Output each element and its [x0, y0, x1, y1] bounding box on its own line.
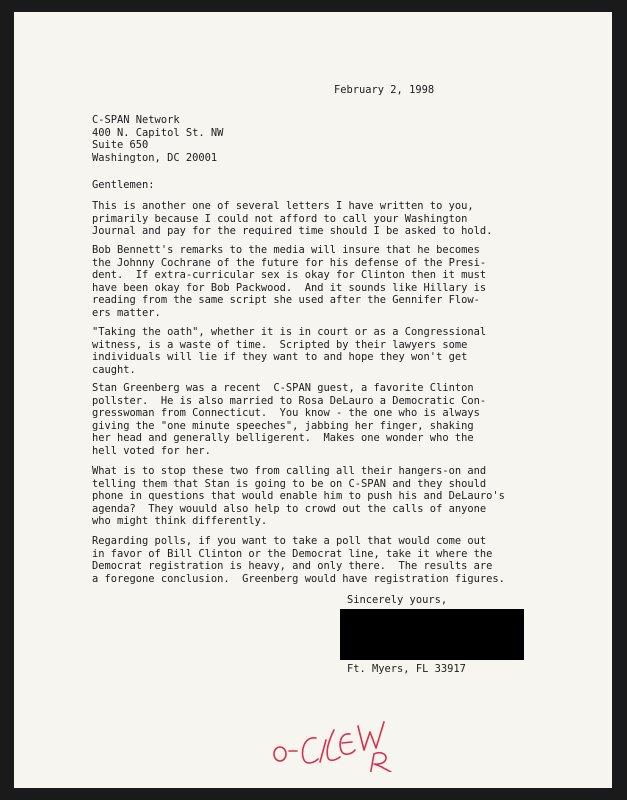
address-line: 400 N. Capitol St. NW	[92, 126, 224, 139]
address-line: Suite 650	[92, 139, 149, 152]
paragraph: Regarding polls, if you want to take a poll that would come out in favor of Bill Clinton or the Democrat line, take it where the Democrat registration is heavy, and only there. The results are a foregone conclusion. Greenberg would have registration figures.	[92, 535, 505, 585]
recipient-address	[92, 114, 223, 164]
closing: Sincerely yours,	[347, 594, 448, 606]
salutation: Gentlemen:	[92, 179, 155, 191]
address-line: Washington, DC 20001	[92, 151, 218, 164]
paragraph: "Taking the oath", whether it is in court or as a Congressional witness, is a waste of time. Scripted by their lawyers some individuals will lie if they want to and hope they won't get caught.	[92, 326, 487, 376]
redacted-signature	[340, 609, 524, 660]
sender-location: Ft. Myers, FL 33917	[347, 663, 466, 675]
letter-page	[14, 12, 612, 788]
paragraph: Stan Greenberg was a recent C-SPAN guest, a favorite Clinton pollster. He is also married to Rosa DeLauro a Democratic Con- gresswoman from Connecticut. You know - the one who is always giving the "one minute speeches", jabbing her finger, shaking her head and generally belligerent. Makes one wonder who the hell voted for her.	[92, 382, 487, 457]
address-line: C-SPAN Network	[92, 114, 180, 126]
handwritten-note	[254, 702, 434, 772]
paragraph: This is another one of several letters I have written to you, primarily because I could not afford to call your Washington Journal and pay for the required time should I be asked to hold.	[92, 200, 493, 238]
paragraph: Bob Bennett's remarks to the media will insure that he becomes the Johnny Cochrane of the future for his defense of the Presi- dent. If extra-curricular sex is okay for Clinton then it must have been okay for Bob Packwood. And it sounds like Hillary is reading from the same script she used after the Gennifer Flow- ers matter.	[92, 244, 487, 319]
paragraph: What is to stop these two from calling all their hangers-on and telling them that Stan is going to be on C-SPAN and they should phone in questions that would enable him to push his and DeLauro's agenda? They wouuld also help to crowd out the calls of anyone who might think differently.	[92, 465, 505, 528]
letter-date: February 2, 1998	[334, 84, 435, 96]
